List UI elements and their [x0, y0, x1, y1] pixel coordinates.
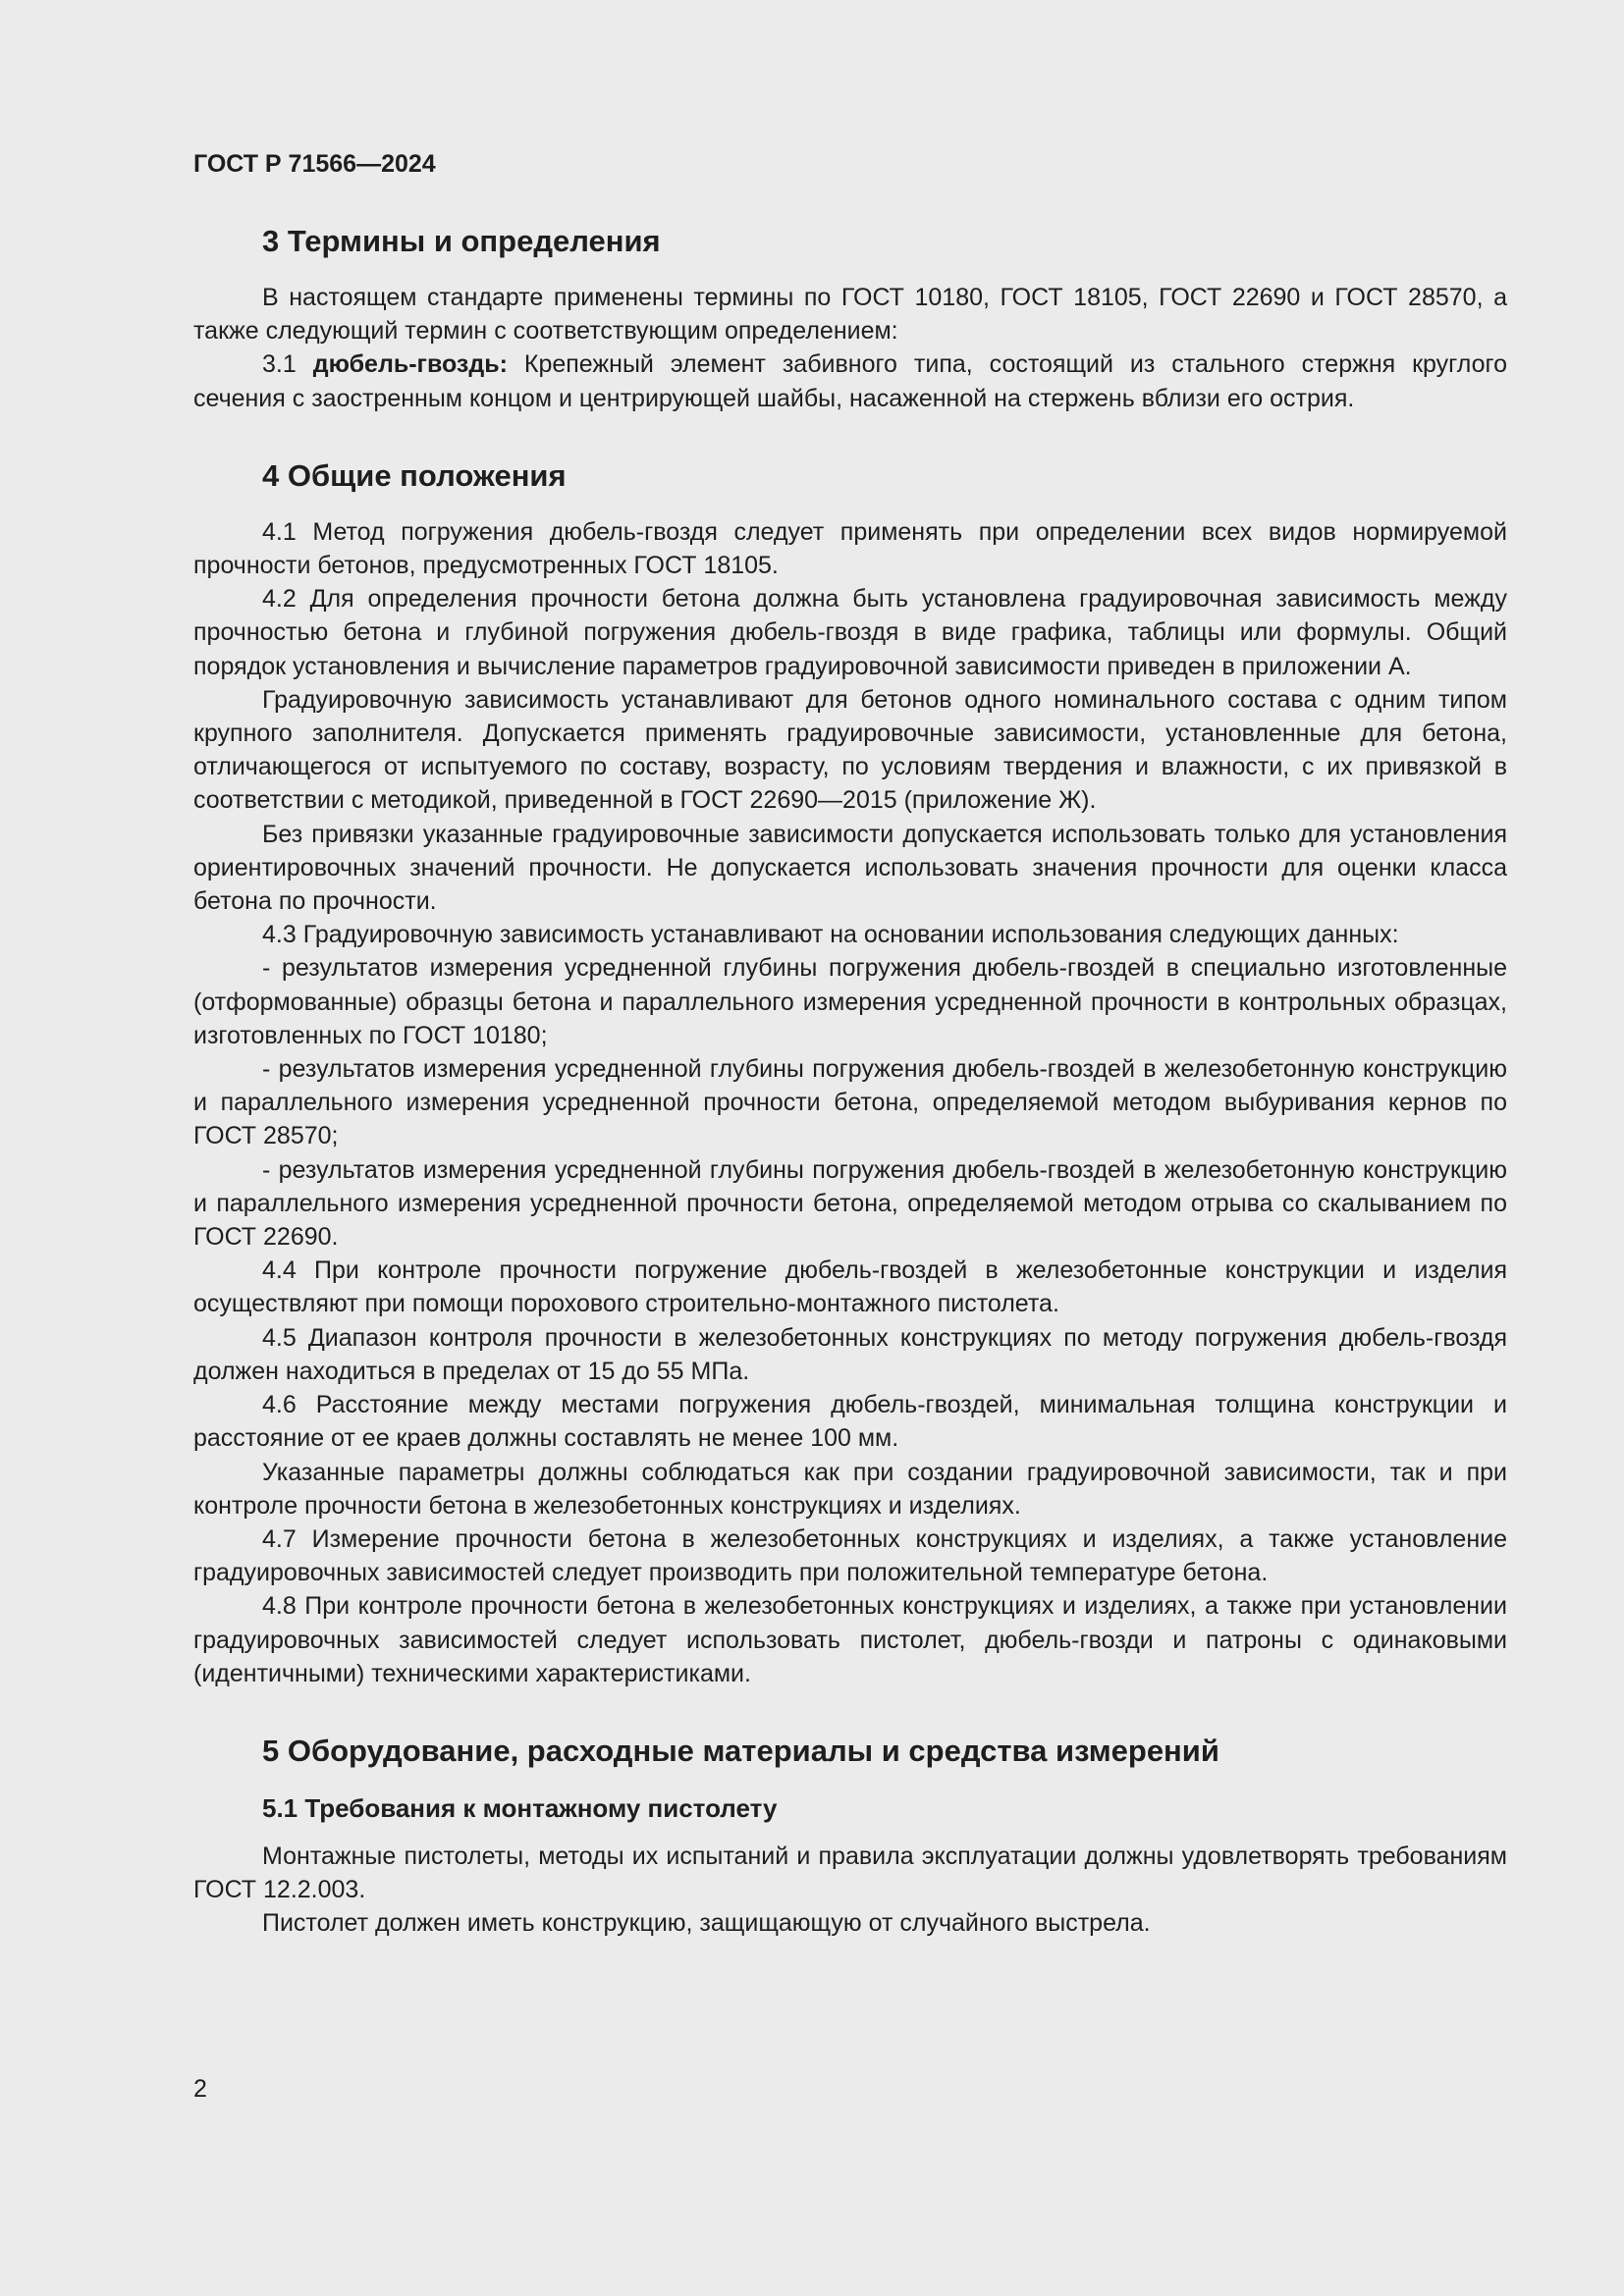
document-code-header: ГОСТ Р 71566—2024: [193, 150, 436, 178]
clause-4-2-paragraph-2: Градуировочную зависимость устанавливают для бетонов одного номинального состава с одним типом крупного заполнителя. Допускается применять градуировочные зависимости, установленные для бетона, отличающегося от испытуемого по составу, возрасту, по условиям твердения и влажности, с их привязкой в соответствии с методикой, приведенной в ГОСТ 22690—2015 (приложение Ж).: [193, 685, 1507, 815]
clause-4-6-paragraph-2: Указанные параметры должны соблюдаться как при создании градуировочной зависимости, так и при контроле прочности бетона в железобетонных конструкциях и изделиях.: [193, 1458, 1507, 1520]
clause-4-3-list-item-2: - результатов измерения усредненной глубины погружения дюбель-гвоздей в железобетонную конструкцию и параллельного измерения усредненной прочности бетона, определяемой методом выбуривания кернов по ГОСТ 28570;: [193, 1055, 1507, 1150]
clause-4-6: 4.6 Расстояние между местами погружения дюбель-гвоздей, минимальная толщина конструкции и расстояние от ее краев должны составлять не менее 100 мм.: [193, 1391, 1507, 1453]
term-definition-text: Крепежный элемент забивного типа, состоящий из стального стержня круглого сечения с заостренным концом и центрирующей шайбы, насаженной на стержень вблизи его острия.: [193, 350, 1507, 412]
clause-4-2-paragraph-3: Без привязки указанные градуировочные зависимости допускается использовать только для установления ориентировочных значений прочности. Не допускается использовать значения прочности для оценки класса бетона по прочности.: [193, 820, 1507, 916]
clause-4-3: 4.3 Градуировочную зависимость устанавливают на основании использования следующих данных:: [262, 921, 1399, 949]
clause-4-7: 4.7 Измерение прочности бетона в железобетонных конструкциях и изделиях, а также установление градуировочных зависимостей следует производить при положительной температуре бетона.: [193, 1524, 1507, 1587]
clause-4-5: 4.5 Диапазон контроля прочности в железобетонных конструкциях по методу погружения дюбель-гвоздя должен находиться в пределах от 15 до 55 МПа.: [193, 1323, 1507, 1385]
term-name: дюбель-гвоздь:: [312, 350, 508, 379]
clause-5-1-paragraph-2: Пистолет должен иметь конструкцию, защищающую от случайного выстрела.: [262, 1909, 1151, 1938]
clause-4-8: 4.8 При контроле прочности бетона в железобетонных конструкциях и изделиях, а также при установлении градуировочных зависимостей следует использовать пистолет, дюбель-гвозди и патроны с одинаковыми (идентичными) техническими характеристиками.: [193, 1592, 1507, 1687]
clause-5-1-paragraph-1: Монтажные пистолеты, методы их испытаний и правила эксплуатации должны удовлетворять требованиям ГОСТ 12.2.003.: [193, 1842, 1507, 1904]
clause-4-3-list-item-3: - результатов измерения усредненной глубины погружения дюбель-гвоздей в железобетонную конструкцию и параллельного измерения усредненной прочности бетона, определяемой методом отрыва со скалыванием по ГОСТ 22690.: [193, 1155, 1507, 1252]
clause-4-1: 4.1 Метод погружения дюбель-гвоздя следует применять при определении всех видов нормируемой прочности бетонов, предусмотренных ГОСТ 18105.: [193, 517, 1507, 580]
section-3-paragraph-1: В настоящем стандарте применены термины по ГОСТ 10180, ГОСТ 18105, ГОСТ 22690 и ГОСТ 28570, а также следующий термин с соответствующим определением:: [193, 284, 1507, 346]
clause-4-4: 4.4 При контроле прочности погружение дюбель-гвоздей в железобетонные конструкции и изделия осуществляют при помощи порохового строительно-монтажного пистолета.: [193, 1256, 1507, 1318]
term-definition-3-1: [193, 347, 1507, 414]
term-number: 3.1: [262, 350, 313, 379]
document-page: [193, 147, 1507, 1941]
clause-4-2: 4.2 Для определения прочности бетона должна быть установлена градуировочная зависимость между прочностью бетона и глубиной погружения дюбель-гвоздя в виде графика, таблицы или формулы. Общий порядок установления и вычисление параметров градуировочной зависимости приведен в приложении А.: [193, 585, 1507, 680]
section-5-heading: 5 Оборудование, расходные материалы и средства измерений: [262, 1733, 1219, 1768]
subsection-5-1-heading: 5.1 Требования к монтажному пистолету: [262, 1792, 778, 1823]
clause-4-3-list-item-1: - результатов измерения усредненной глубины погружения дюбель-гвоздей в специально изготовленные (отформованные) образцы бетона и параллельного измерения усредненной прочности в контрольных образцах, изготовленных по ГОСТ 10180;: [193, 954, 1507, 1049]
section-3-heading: 3 Термины и определения: [262, 224, 661, 258]
section-4-heading: 4 Общие положения: [262, 457, 567, 493]
page-number: 2: [193, 2075, 207, 2103]
